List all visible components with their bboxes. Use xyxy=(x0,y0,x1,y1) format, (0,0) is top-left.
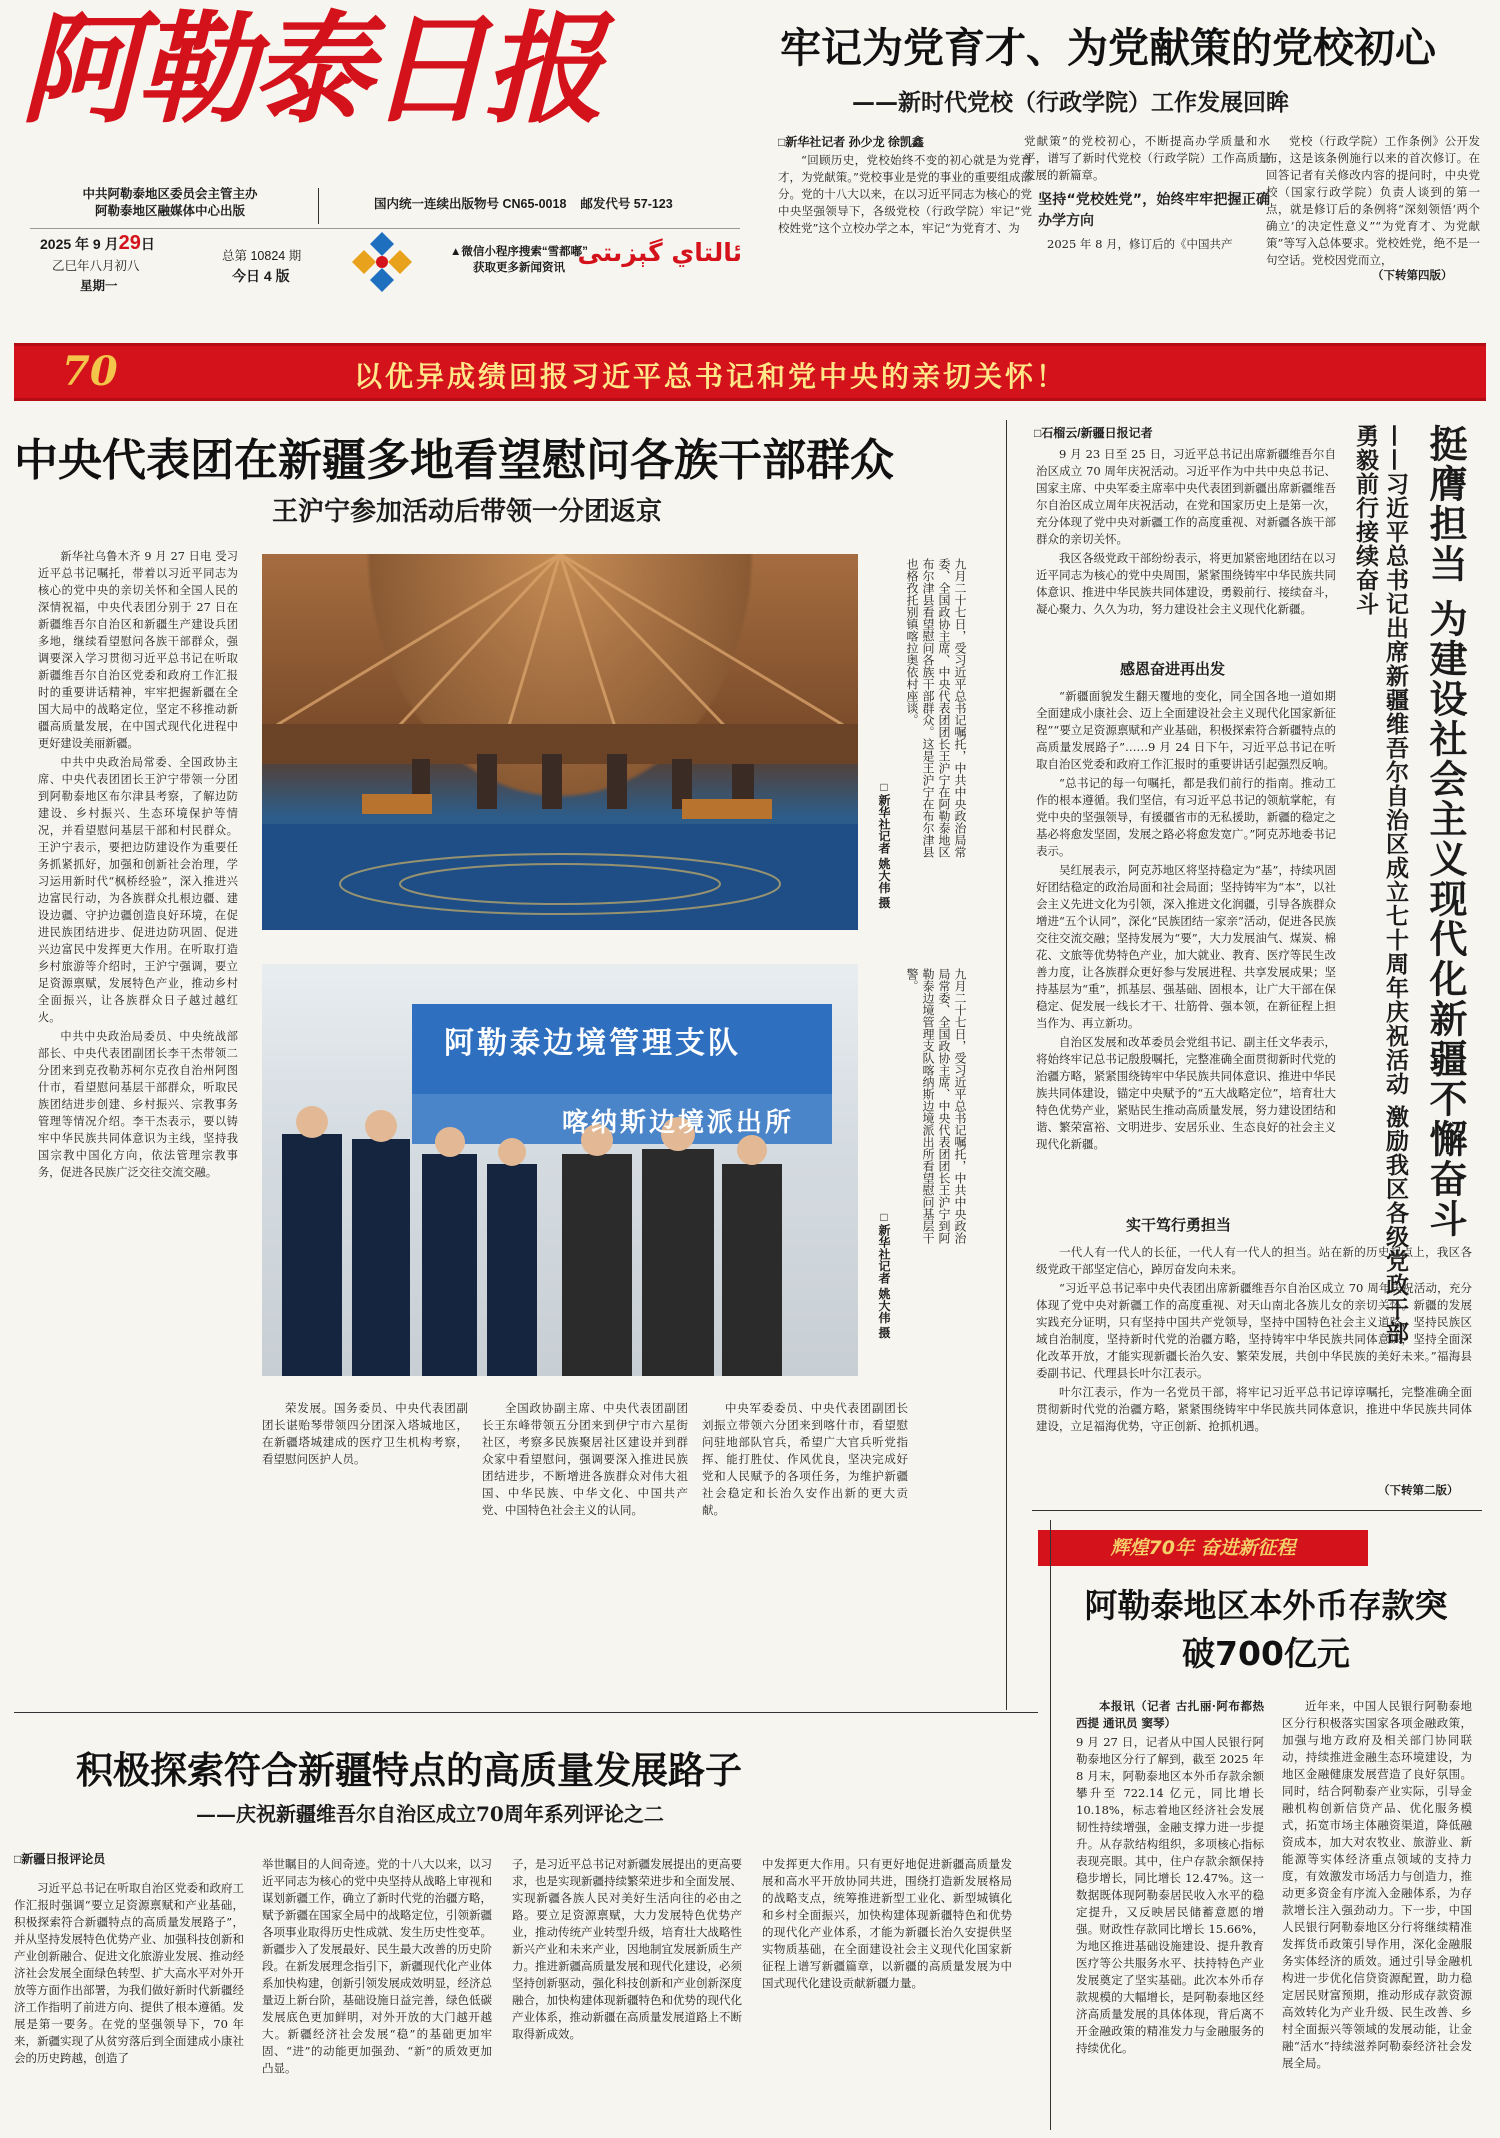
top-story-col2-heading: 坚持“党校姓党”，始终牢牢把握正确办学方向 xyxy=(1038,192,1270,229)
lead-bottom-col3-text: 中央军委委员、中央代表团副团长刘振立带领六分团来到喀什市，看望慰问驻地部队官兵，希望广大官兵听党指挥、能打胜仗、作风优良，坚决完成好党和人民赋予的各项任务，为维护新疆社会稳定和长治久安作出新的更大贡献。 xyxy=(702,1401,908,1517)
lead-bottom-col2-text: 全国政协副主席、中央代表团副团长王东峰带领五分团来到伊宁市六星街社区，考察多民族聚居社区建设并到群众家中看望慰问，强调要深入推进民族团结进步，不断增进各族群众对伟大祖国、中华民族、中华文化、中国共产党、中国特色社会主义的认同。 xyxy=(482,1401,688,1517)
date-suffix: 日 xyxy=(140,236,155,252)
top-story-col3-text: 党校（行政学院）工作条例》公开发布，这是该条例施行以来的首次修订。在回答记者有关修改内容的提问时，中央党校（国家行政学院）负责人谈到的第一点，就是修订后的条例将“深刻领悟‘两个确立’的决定性意义”“为党育才、为党献策”等写入总体要求。党校姓党，绝不是一句空话。党校因党而立， xyxy=(1266,134,1480,267)
commentary-col1-text: 习近平总书记在听取自治区党委和政府工作汇报时强调“要立足资源禀赋和产业基础，积极探索符合新疆特点的高质量发展路子”，并从坚持发展特色优势产业、加强科技创新和产业创新融合、促进文化旅游业发展、推动经济社会发展全面绿色转型、扩大高水平对外开放等方面作出部署，为我们做好新时代新疆经济工作指明了前进方向、提供了根本遵循。发展是第一要务。在党的坚强领导下，70 年来，新疆实现了从贫穷落后到全面建成小康社会的历史跨越，创造了 xyxy=(14,1881,244,2065)
deposit-badge xyxy=(1038,1530,1368,1566)
top-story-turn: （下转第四版） xyxy=(1372,268,1453,282)
right-feature-turn: （下转第二版） xyxy=(1378,1483,1459,1497)
right-feature-byline: □石榴云/新疆日报记者 xyxy=(1034,426,1153,440)
commentary-col3-text: 子，是习近平总书记对新疆发展提出的更高要求，也是实现新疆持续繁荣进步和全面发展、实现新疆各族人民对美好生活向往的必由之路。要立足资源禀赋，大力发展特色优势产业，推动传统产业转型升级，培育壮大战略性新兴产业和未来产业，因地制宜发展新质生产力。推进新疆高质量发展和现代化建设，必须坚持创新驱动，强化科技创新和产业创新深度融合，加快构建体现新疆特色和优势的现代化产业体系，推动新疆在高质量发展道路上不断取得新成效。 xyxy=(512,1857,742,2041)
right-feature-intro-p1: 9 月 23 日至 25 日，习近平总书记出席新疆维吾尔自治区成立 70 周年庆祝活动。习近平作为中共中央总书记、国家主席、中央军委主席率中央代表团到新疆出席新疆维吾尔自治区成立周年庆祝活动，在党和国家历史上是第一次，充分体现了党中央对新疆工作的高度重视、对新疆各族干部群众的亲切关怀。 xyxy=(1036,447,1336,546)
top-story-col2-text: 党献策”的党校初心，不断提高办学质量和水平，谱写了新时代党校（行政学院）工作高质量发展的新篇章。 xyxy=(1024,134,1270,182)
lead-col1-p1: 新华社乌鲁木齐 9 月 27 日电 受习近平总书记嘱托，带着以习近平同志为核心的党中央的亲切关怀和全国人民的深情祝福，中央代表团分别于 27 日在新疆维吾尔自治区和新疆生产建设兵团多地，继续看望慰问各族干部群众，强调要深入学习贯彻习近平总书记在听取新疆维吾尔自治区党委和政府工作汇报时的重要讲话精神，牢牢把握新疆在全国大局中的战略定位，坚定不移推动新疆高质量发展，在中国式现代化进程中更好建设美丽新疆。 xyxy=(38,550,238,750)
masthead-serial xyxy=(374,194,673,212)
top-story-col2-text2: 2025 年 8 月，修订后的《中国共产 xyxy=(1047,237,1233,251)
top-story-title: 牢记为党育才、为党献策的党校初心 xyxy=(780,24,1436,72)
pages-today: 今日 4 版 xyxy=(232,268,290,284)
deposit-col1 xyxy=(1076,1698,1264,2128)
postal-code: 邮发代号 57-123 xyxy=(580,197,673,211)
commentary-subtitle: ——庆祝新疆维吾尔自治区成立70周年系列评论之二 xyxy=(196,1802,664,1826)
lead-bottom-col3 xyxy=(702,1400,908,1700)
right-feature-title: 挺膺担当 为建设社会主义现代化新疆不懈奋斗 xyxy=(1423,424,1467,1240)
photo-2-sign: 阿勒泰边境管理支队 xyxy=(444,1026,741,1061)
date-day: 29 xyxy=(118,232,141,254)
deposit-title: 阿勒泰地区本外币存款突破700亿元 xyxy=(1084,1586,1448,1673)
top-story-col1 xyxy=(778,152,1032,284)
photo-1-caption: 九月二十七日，受习近平总书记嘱托，中共中央政治局常委、全国政协主席、中央代表团团长王沪宁在阿勒泰地区布尔津县看望慰问各族干部群众。这是王沪宁在布尔津县也格孜托别镇喀拉奥依村座谈。 xyxy=(905,558,967,858)
right-feature-body2-p3: 叶尔江表示，作为一名党员干部，将牢记习近平总书记谆谆嘱托，完整准确全面贯彻新时代党的治疆方略，紧紧围绕铸牢中华民族共同体意识，推进中华民族共同体建设，立足福海优势，守正创新、抢抓机遇。 xyxy=(1036,1385,1472,1433)
photo-2 xyxy=(262,964,858,1376)
commentary-col3 xyxy=(512,1856,742,2130)
lead-col1 xyxy=(38,548,238,1942)
deposit-byline: 本报讯（记者 古扎丽·阿布都热西提 通讯员 窦琴） xyxy=(1076,1699,1264,1730)
lead-subtitle: 王沪宁参加活动后带领一分团返京 xyxy=(272,497,663,527)
commentary-col2 xyxy=(262,1856,492,2130)
commentary-col1 xyxy=(14,1880,244,2130)
right-feature-body1-p4: 自治区发展和改革委员会党组书记、副主任文华表示，将始终牢记总书记殷殷嘱托，完整准确全面贯彻新时代党的治疆方略，紧紧围绕铸牢中华民族共同体意识、推进中华民族共同体建设，锚定中央赋予的“五大战略定位”，培育壮大特色优势产业，紧贴民生推动高质量发展，努力建设团结和谐、繁荣富裕、文明进步、安居乐业、生态良好的社会主义现代化新疆。 xyxy=(1036,1035,1336,1151)
photo-2-caption: 九月二十七日，受习近平总书记嘱托，中共中央政治局常委、全国政协主席、中央代表团团长王沪宁到阿勒泰边境管理支队喀纳斯边境派出所看望慰问基层干警。 xyxy=(905,968,967,1244)
right-feature-intro-p2: 我区各级党政干部纷纷表示，将更加紧密地团结在以习近平同志为核心的党中央周围，紧紧围绕铸牢中华民族共同体意识、推进中华民族共同体建设，勇毅前行、接续奋斗，凝心聚力、久久为功，努力建设社会主义现代化新疆。 xyxy=(1036,551,1336,616)
commentary-title: 积极探索符合新疆特点的高质量发展路子 xyxy=(76,1749,742,1792)
top-story-subtitle: ——新时代党校（行政学院）工作发展回眸 xyxy=(852,90,1289,116)
masthead-logo xyxy=(20,6,710,134)
photo-1 xyxy=(262,554,858,930)
right-feature-intro xyxy=(1036,446,1336,676)
right-feature-body2-p1: 一代人有一代人的长征，一代人有一代人的担当。站在新的历史起点上，我区各级党政干部坚定信心，踔厉奋发向未来。 xyxy=(1036,1245,1472,1276)
wechat-hint: ▲微信小程序搜索“雪都嘟” 获取更多新闻资讯 xyxy=(450,246,588,274)
right-feature-subtitle: ——习近平总书记出席新疆维吾尔自治区成立七十周年庆祝活动 激励我区各级党政干部勇毅前行接续奋斗 xyxy=(1352,424,1409,1346)
photo-2-sign2: 喀纳斯边境派出所 xyxy=(562,1108,795,1138)
red-banner xyxy=(14,343,1486,401)
lead-bottom-col1-text: 荣发展。国务委员、中央代表团副团长谌贻琴带领四分团深入塔城地区，在新疆塔城建成的医疗卫生机构考察，看望慰问医护人员。 xyxy=(262,1401,468,1466)
right-feature-body2 xyxy=(1036,1244,1472,1484)
right-feature-h1: 感恩奋进再出发 xyxy=(1120,660,1226,678)
right-feature-body2-p2: “习近平总书记率中央代表团出席新疆维吾尔自治区成立 70 周年庆祝活动，充分体现了党中央对新疆工作的高度重视、对天山南北各族儿女的亲切关怀。新疆的发展实践充分证明，只有坚持中国共产党领导，坚持中国特色社会主义道路，坚持民族区域自治制度，坚持新时代党的治疆方略，坚持铸牢中华民族共同体意识，坚持全面深化改革开放，才能实现新疆长治久安、繁荣发展，共创中华民族的美好未来。”福海县委副书记、代理县长叶尔江表示。 xyxy=(1036,1281,1472,1380)
right-feature-body1-p2: “总书记的每一句嘱托，都是我们前行的指南。推动工作的根本遵循。我们坚信，有习近平总书记的领航掌舵，有党中央的坚强领导，有援疆省市的无私援助，新疆的稳定之基必将愈发坚固，发展之路必将愈发宽广。”阿克苏地委书记表示。 xyxy=(1036,776,1336,858)
right-feature-h2: 实干笃行勇担当 xyxy=(1126,1216,1232,1234)
issue-total: 总第 10824 期 xyxy=(222,249,302,263)
banner-badge: 70 xyxy=(62,348,118,395)
commentary-col2-text: 举世瞩目的人间奇迹。党的十八大以来，以习近平同志为核心的党中央坚持从战略上审视和谋划新疆工作，确立了新时代党的治疆方略，赋予新疆在国家全局中的战略定位，引领新疆各项事业取得历史性成就、发生历史性变革。新疆步入了发展最好、民生最大改善的历史阶段。在新发展理念指引下，新疆现代化产业体系加快构建，创新引领发展成效明显，经济总量迈上新台阶，基础设施日益完善，绿色低碳发展底色更加鲜明，对外开放的大门越开越大。新疆经济社会发展“稳”的基础更加牢固、“进”的动能更加强劲、“新”的质效更加凸显。 xyxy=(262,1857,492,2075)
date-prefix: 2025 年 9 月 xyxy=(40,236,119,252)
lead-title: 中央代表团在新疆多地看望慰问各族干部群众 xyxy=(14,435,894,486)
top-story-byline: □新华社记者 孙少龙 徐凯鑫 xyxy=(778,135,924,149)
commentary-byline: □新疆日报评论员 xyxy=(14,1852,106,1866)
deposit-col2 xyxy=(1282,1698,1472,2128)
commentary-col4-text: 中发挥更大作用。只有更好地促进新疆高质量发展和高水平开放协同共进，围绕打造新发展格局的战略支点，统筹推进新型工业化、新型城镇化和乡村全面振兴，加快构建体现新疆特色和优势的现代化产业体系，才能为新疆长治久安提供坚实物质基础，在全面建设社会主义现代化国家新征程上谱写新疆篇章，以新疆的高质量发展为中国式现代化建设贡献新疆力量。 xyxy=(762,1857,1012,1990)
deposit-badge-text: 辉煌70年 奋进新征程 xyxy=(1110,1537,1296,1559)
lunar-date: 乙巳年八月初八 xyxy=(52,259,140,273)
top-story-col1-text: “回顾历史，党校始终不变的初心就是为党育才，为党献策。”党校事业是党的事业的重要组成部分。党的十八大以来，在以习近平同志为核心的党中央坚强领导下，各级党校（行政学院）牢记“党校姓党”这个立校办学之本，牢记“为党育才、为 xyxy=(778,153,1032,235)
weekday: 星期一 xyxy=(80,279,118,293)
deposit-col1-text: 9 月 27 日，记者从中国人民银行阿勒泰地区分行了解到，截至 2025 年 8 月末，阿勒泰地区本外币存款余额攀升至 722.14 亿元，同比增长 10.18%，标志着地区经济社会发展韧性持续增强，金融支撑力进一步提升。从存款结构组织，多项核心指标表现亮眼。其中，住户存款余额保持稳步增长，同比增长 12.47%。这一数据既体现阿勒泰居民收入水平的稳定提升，又反映居民储蓄意愿的增强。财政性存款同比增长 15.66%，为地区推进基础设施建设、提升教育医疗等公共服务水平、扶持特色产业发展奠定了坚实基础。此次本外币存款规模的大幅增长，是阿勒泰地区经济高质量发展的具体体现，背后离不开金融政策的精准发力与金融服务的持续优化。 xyxy=(1076,1735,1264,2055)
right-feature-body1 xyxy=(1036,688,1336,1204)
lead-col1-p3: 中共中央政治局委员、中央统战部部长、中央代表团副团长李干杰带领二分团来到克孜勒苏柯尔克孜自治州阿图什市，看望慰问基层干部群众，听取民族团结进步创建、乡村振兴、宗教事务管理等情况介绍。李干杰表示，要以铸牢中华民族共同体意识为主线，坚持我国宗教中国化方向，依法管理宗教事务，促进各民族广泛交往交流交融。 xyxy=(38,1030,238,1179)
top-story-col3 xyxy=(1266,133,1480,269)
top-story-col2 xyxy=(1024,133,1270,285)
deposit-col2-text: 近年来，中国人民银行阿勒泰地区分行积极落实国家各项金融政策，加强与地方政府及相关部门协同联动，持续推进金融生态环境建设，为地区金融健康发展营造了良好氛围。同时，结合阿勒泰产业实际，引导金融机构创新信贷产品、优化服务模式，拓宽市场主体融资渠道，降低融资成本，加大对农牧业、旅游业、新能源等实体经济重点领域的支持力度，有效激发市场活力与创造力，推动更多资金有序流入金融体系，为存款增长注入强劲动力。下一步，中国人民银行阿勒泰地区分行将继续精准发挥货币政策引导作用，深化金融服务实体经济的质效。通过引导金融机构进一步优化信贷资源配置，助力稳定居民财富预期，推动形成存款资源高效转化为产业升级、民生改善、乡村全面振兴等领域的发展动能，让金融“活水”持续滋养阿勒泰经济社会发展全局。 xyxy=(1282,1699,1472,2070)
photo-2-credit: □新华社记者 姚大伟 摄 xyxy=(877,1210,891,1339)
right-feature-body1-p1: “新疆面貌发生翻天覆地的变化，同全国各地一道如期全面建成小康社会、迈上全面建设社会主义现代化国家新征程”“要立足资源禀赋和产业基础，积极探索符合新疆特点的高质量发展路子”……9 月 24 日下午，习近平总书记在听取自治区党委和政府工作汇报时的重要讲话引起强烈反响。 xyxy=(1036,689,1336,771)
lead-col1-p2: 中共中央政治局常委、全国政协主席、中央代表团团长王沪宁带领一分团到阿勒泰地区布尔津县考察，了解边防建设、乡村振兴、生态环境保护等情况，并看望慰问基层干部和村民群众。王沪宁表示，要把边防建设作为重要任务抓紧抓好，加强和创新社会治理，学习运用新时代“枫桥经验”，深入推进兴边富民行动，为各族群众扎根边疆、建设边疆、守护边疆创造良好环境，在促进民族团结进步、促进边防巩固、促进兴边富民中发挥更大作用。在听取打造乡村旅游等介绍时，王沪宁强调，要立足资源禀赋，发展特色产业，推动乡村全面振兴，让各族群众日子越过越红火。 xyxy=(38,756,238,1024)
lead-bottom-col1 xyxy=(262,1400,468,1700)
app-logo-icon xyxy=(350,230,414,294)
masthead-organizers: 中共阿勒泰地区委员会主管主办 阿勒泰地区融媒体中心出版 xyxy=(82,187,258,218)
lead-bottom-col2 xyxy=(482,1400,688,1700)
masthead-date xyxy=(40,232,155,255)
yurt-scene-icon xyxy=(262,554,858,930)
right-feature-body1-p3: 吴红展表示，阿克苏地区将坚持稳定为“基”，持续巩固好团结稳定的政治局面和社会局面；坚持铸牢为“本”，以社会主义先进文化为引领，深入推进文化润疆，引导各族群众增进“五个认同”，深化“民族团结一家亲”活动，促进各民族交往交流交融；坚持发展为“要”，大力发展油气、煤炭、棉花、文旅等优势特色产业，加大就业、教育、医疗等民生改善力度，让各族群众更好参与发展进程、共享发展成果；坚持基层为“重”，抓基层、强基础、固根本，让广大干部在保稳定、促发展一线长才干、壮筋骨、强本领，在新征程上担当作为、再立新功。 xyxy=(1036,863,1336,1030)
banner-slogan: 以优异成绩回报习近平总书记和党中央的亲切关怀！ xyxy=(354,360,1068,393)
serial-number: 国内统一连续出版物号 CN65-0018 xyxy=(374,197,567,211)
uyghur-title: ئالتاي گېزىتى xyxy=(577,238,742,267)
photo-1-credit: □新华社记者 姚大伟 摄 xyxy=(877,780,891,909)
commentary-col4 xyxy=(762,1856,1012,2130)
logo-text: 阿勒泰日报 xyxy=(20,6,600,134)
